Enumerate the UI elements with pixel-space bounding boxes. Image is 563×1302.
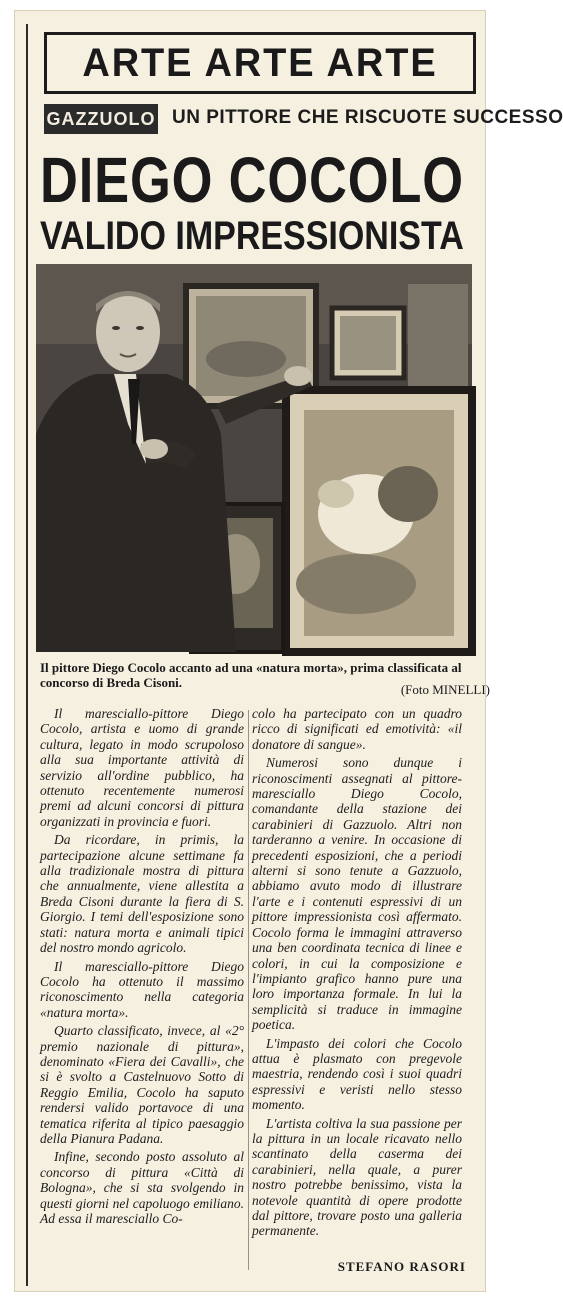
paragraph: L'impasto dei colori che Cocolo attua è plasmato con pregevole maestria, rendendo così i suoi quadri espressivi e veristi nello stesso momento. — [252, 1035, 462, 1113]
byline: STEFANO RASORI — [334, 1259, 466, 1275]
column-rule — [26, 24, 28, 1286]
paragraph: Numerosi sono dunque i riconoscimenti assegnati al pittore-maresciallo Diego Cocolo, comandante della stazione dei carabinieri di Gazzuolo. Altri non tarderanno a venire. In occasione di precedenti esposizioni, che a periodi alterni si sono tenute a Gazzuolo, abbiamo avuto modo di illustrare l'arte e i contenuti espressivi di un pittore impressionista così affermato. Cocolo forma le immagini attraverso una ben coordinata tecnica di linee e colori, in cui la composizione e l'impianto grafico hanno pure una loro importanza formale. In lui la semplicità si traduce in immagine poetica. — [252, 755, 462, 1033]
paragraph: Il maresciallo-pittore Diego Cocolo ha ottenuto il massimo riconoscimento nella categoria «natura morta». — [40, 958, 244, 1020]
column-divider — [248, 710, 249, 1270]
paragraph: Da ricordare, in primis, la partecipazione alcune settimane fa alla tradizionale mostra di pittura che annualmente, viene allestita a Breda Cisoni durante la fiera di S. Giorgio. I temi dell'esposizione sono stati: natura morta e animali tipici del nostro mondo agricolo. — [40, 832, 244, 956]
headline-title: DIEGO COCOLO — [40, 144, 464, 216]
kicker-text: UN PITTORE CHE RISCUOTE SUCCESSO — [172, 107, 563, 128]
article-column-left — [40, 706, 244, 1229]
paragraph: Quarto classificato, invece, al «2° premio nazionale di pittura», denominato «Fiera dei Cavalli», che si è svolto a Castelnuovo Sotto di Reggio Emilia, Cocolo ha saputo rendersi valido portavoce di una tematica riferita al tipico paesaggio della Pianura Padana. — [40, 1023, 244, 1146]
photo-credit: (Foto MINELLI) — [400, 682, 490, 697]
section-banner — [44, 32, 476, 94]
photo-illustration — [36, 264, 472, 652]
article-photo — [36, 264, 472, 652]
photo-caption: Il pittore Diego Cocolo accanto ad una «natura morta», prima classificata al concorso di Breda Cisoni. — [40, 660, 462, 690]
article-column-right — [252, 706, 462, 1242]
headline-subtitle: VALIDO IMPRESSIONISTA — [40, 214, 464, 258]
banner-text: ARTE ARTE ARTE — [82, 40, 438, 85]
paragraph: colo ha partecipato con un quadro ricco di significati ed emotività: «il donatore di sangue». — [252, 706, 462, 752]
paragraph: Il maresciallo-pittore Diego Cocolo, artista e uomo di grande cultura, legato in modo scrupoloso alla sua importante attività di servizio all'ordine pubblico, ha ottenuto recentemente numerosi premi ad alcuni concorsi di pittura organizzati in provincia e fuori. — [40, 706, 244, 829]
paragraph: Infine, secondo posto assoluto al concorso di pittura «Città di Bologna», che si sta svolgendo in questi giorni nel capoluogo emiliano. Ad essa il maresciallo Co- — [40, 1149, 244, 1226]
kicker-row — [44, 104, 563, 134]
place-label: GAZZUOLO — [44, 104, 158, 134]
paragraph: L'artista coltiva la sua passione per la pittura in un locale ricavato nello scantinato della caserma dei carabinieri, nella quale, a purer nostro potrebbe benissimo, vista la notevole quantità di opere prodotte dal pittore, trovare posto una galleria permanente. — [252, 1115, 462, 1239]
